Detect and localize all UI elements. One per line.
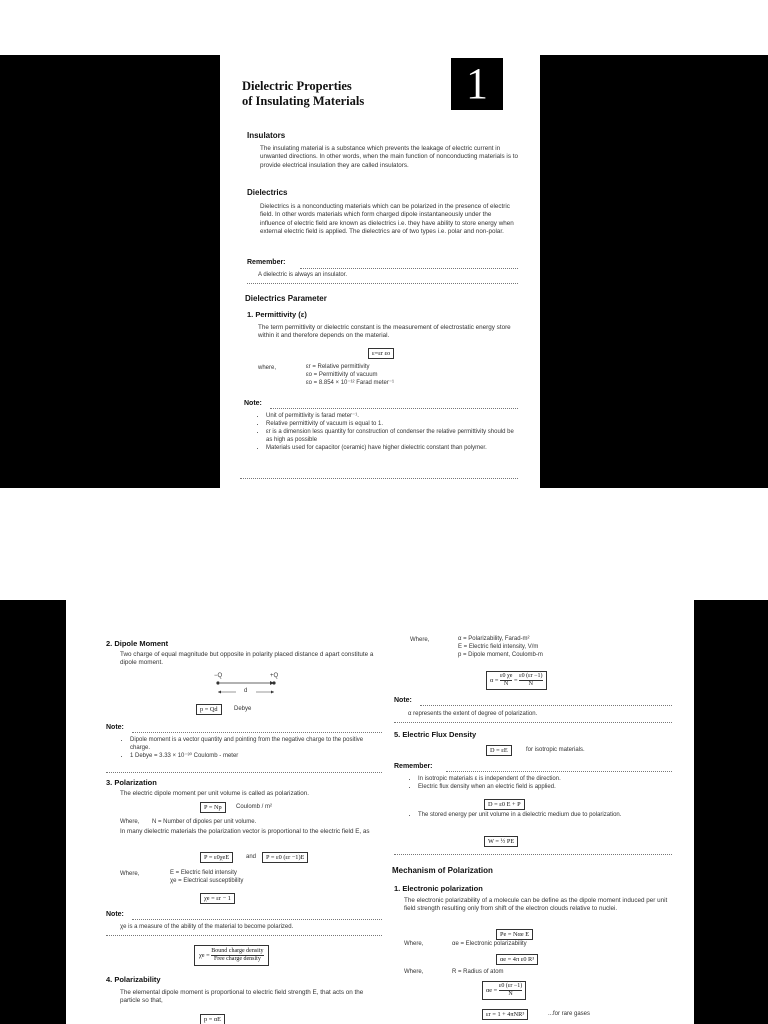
remember-text: A dielectric is always an insulator. [258, 272, 348, 278]
note1-item: • 1 Debye = 3.33 × 10⁻³⁰ Coulomb - meter [130, 752, 380, 760]
note-item: • εr is a dimension less quantity for construction of condenser the relative permittivity should be as high as possible [266, 428, 518, 444]
electronic-text: The electronic polarizability of a molecule can be define as the dipole moment induced per unit field strength resulting only from shift of the electron clouds relative to nuclei. [404, 897, 668, 913]
where-line-vacuum-permittivity: εo = Permittivity of vacuum [306, 372, 378, 378]
bottom-right-black-band [694, 600, 768, 1024]
note-label: Note: [244, 400, 262, 407]
alpha-equals: = [513, 676, 518, 684]
where2-definitions [170, 869, 243, 885]
alpha-fraction-1 [500, 673, 512, 688]
page-2 [66, 600, 694, 1024]
proportional-text: In many dielectric materials the polarization vector is proportional to the electric field E, as [120, 828, 370, 835]
alpha-denominator-2: N [528, 681, 533, 687]
dielectrics-heading: Dielectrics [247, 188, 288, 197]
note3-divider-bottom [394, 722, 672, 723]
polarization-text: The electric dipole moment per unit volume is called as polarization. [120, 790, 309, 797]
where5-label: Where, [404, 969, 424, 975]
alpha-numerator-2: ε0 (εr −1) [519, 673, 543, 679]
where1-label: Where, [120, 819, 140, 825]
energy-item: • The stored energy per unit volume in a dielectric medium due to polarization. [418, 811, 670, 819]
remember-item: • Electric flux density when an electric field is applied. [418, 783, 670, 791]
where4-label: Where, [404, 941, 424, 947]
where2-line-field: E = Electric field intensity [170, 870, 237, 876]
permittivity-formula-box: ε=εr εo [368, 348, 394, 359]
where3-definitions [458, 635, 543, 659]
where1-text: N = Number of dipoles per unit volume. [152, 819, 257, 825]
remember-divider-bottom [394, 854, 672, 855]
note1-divider [132, 732, 382, 733]
chi-formula-box: χe = εr − 1 [200, 893, 235, 904]
note2-label: Note: [106, 911, 124, 918]
er-formula-box: εr = 1 + 4πNR³ [482, 1009, 528, 1020]
alpha-e2-fraction [499, 983, 522, 998]
remember-divider [300, 268, 518, 269]
rare-gases-text: ...for rare gases [548, 1011, 591, 1017]
page-1 [220, 55, 540, 488]
where2-line-susceptibility: χe = Electrical susceptibility [170, 878, 244, 884]
where-line-vacuum-value: εo = 8.854 × 10⁻¹² Farad meter⁻¹ [306, 380, 395, 386]
parameter-heading: Dielectrics Parameter [245, 294, 327, 303]
dipole-diagram [206, 672, 286, 698]
mechanism-heading: Mechanism of Polarization [392, 866, 493, 875]
chapter-title-line-1: Dielectric Properties [242, 79, 352, 93]
remember-item: • In isotropic materials ε is independent of the direction. [418, 775, 670, 783]
note1-label: Note: [106, 724, 124, 731]
where3-line-polarizability: α = Polarizability, Farad-m² [458, 636, 530, 642]
chi-ratio-box [194, 945, 269, 966]
polarization-heading: 3. Polarization [106, 778, 157, 787]
chi-ratio-fraction [211, 948, 263, 963]
permittivity-text: The term permittivity or dielectric constant is the measurement of electrostatic energy store within it and therefore depends on the material. [258, 324, 511, 340]
flux-formula-box: D = εE [486, 745, 512, 756]
flux-text: for isotropic materials. [526, 747, 585, 753]
alpha-e2-denominator: N [508, 991, 513, 997]
where2-label: Where, [120, 871, 140, 877]
alpha-e2-numerator: ε0 (εr −1) [498, 983, 523, 989]
dipole-heading: 2. Dipole Moment [106, 639, 169, 648]
pe-formula1-box: P = ε0χeE [200, 852, 233, 863]
where-label: where, [258, 365, 277, 371]
note-divider [270, 408, 518, 409]
remember-list [406, 775, 670, 791]
polarizability-text: The elemental dipole moment is proportional to electric field strength E, that acts on the particle so that, [120, 989, 364, 1005]
note2-divider [132, 919, 382, 920]
where-line-relative-permittivity: εr = Relative permittivity [306, 364, 370, 370]
where3-line-dipole: p = Dipole moment, Coulomb-m [458, 652, 543, 658]
remember-divider [446, 771, 672, 772]
w-formula-box: W = ½ PE [484, 836, 518, 847]
chi-ratio-denominator: Free charge density [213, 956, 261, 962]
chapter-number: 1 [451, 58, 503, 110]
note-item: • Relative permittivity of vacuum is equal to 1. [266, 420, 518, 428]
chi-ratio-numerator: Bound charge density [211, 948, 264, 954]
pe-formula2-box: P = ε0 (εr −1)E [262, 852, 308, 863]
note2-divider-bottom [106, 935, 382, 936]
chapter-title-line-2: of Insulating Materials [242, 94, 365, 108]
dipole-text: Two charge of equal magnitude but opposite in polarity placed distance d apart constitute a dipole moment. [120, 651, 374, 667]
note3-divider [420, 705, 672, 706]
energy-list [406, 811, 670, 819]
note-item: • Materials used for capacitor (ceramic) have higher dielectric constant than polymer. [266, 444, 518, 452]
insulators-text: The insulating material is a substance which prevents the leakage of electric current in unwanted directions. In other words, when the main function of nonconducting materials is to provide electrical insulation they are called insulators. [260, 145, 518, 169]
where3-label: Where, [410, 637, 430, 643]
alpha-numerator-1: ε0 χe [500, 673, 513, 679]
remember-label: Remember: [247, 259, 286, 266]
where3-line-field: E = Electric field intensity, V/m [458, 644, 539, 650]
alpha-fraction-2 [519, 673, 542, 688]
where4-text: αe = Electronic polarizability [452, 941, 527, 947]
note-list [254, 412, 518, 452]
dipole-plus-label: +Q [270, 673, 279, 679]
note-divider-bottom [240, 478, 518, 479]
remember-divider-bottom [247, 283, 518, 284]
dipole-unit: Debye [234, 706, 252, 712]
note1-divider-bottom [106, 772, 382, 773]
note-item: • Unit of permittivity is farad meter⁻¹. [266, 412, 518, 420]
note2-text: χe is a measure of the ability of the material to become polarized. [120, 924, 294, 930]
pe-na-formula-box: Pe = Nαe E [496, 929, 533, 940]
alpha-formula-box [486, 671, 547, 690]
electronic-heading: 1. Electronic polarization [394, 884, 483, 893]
where5-text: R = Radius of atom [452, 969, 504, 975]
chapter-title [242, 79, 364, 109]
note3-label: Note: [394, 697, 412, 704]
alpha-e-formula-box: αe = 4π ε0 R³ [496, 954, 538, 965]
note1-item: • Dipole moment is a vector quantity and pointing from the negative charge to the positive charge. [130, 736, 380, 752]
dielectrics-text: Dielectrics is a nonconducting materials which can be polarized in the presence of electric field. In other words materials which form charged dipole instantaneously under the influence of electric field are known as dielectrics i.e. they have ability to store energy when external electric field is applied. The dielectrics are of two types i.e. polar and non-polar. [260, 203, 514, 236]
where-definitions [306, 363, 394, 387]
bottom-left-black-band [0, 600, 66, 1024]
dipole-distance-label: d [244, 688, 248, 694]
d-formula-box: D = ε0 E + P [484, 799, 525, 810]
polarization-unit: Coulomb / m² [236, 804, 273, 810]
dipole-minus-label: −Q [214, 673, 223, 679]
polarization-formula-box: P = Np [200, 802, 226, 813]
p-alpha-formula-box: p = αE [200, 1014, 225, 1024]
alpha-e2-formula-box [482, 981, 526, 1000]
note3-text: α represents the extent of degree of polarization. [408, 711, 538, 717]
alpha-e2-lhs: αe = [486, 986, 498, 994]
flux-heading: 5. Electric Flux Density [394, 730, 477, 739]
chi-ratio-lhs: χe = [199, 951, 210, 959]
pe-and: and [246, 854, 257, 860]
dipole-formula-box: p = Qd [196, 704, 222, 715]
remember-label: Remember: [394, 763, 433, 770]
note1-list [118, 736, 380, 760]
alpha-denominator-1: N [504, 681, 509, 687]
polarizability-heading: 4. Polarizability [106, 975, 161, 984]
permittivity-heading: 1. Permittivity (ε) [247, 310, 307, 319]
top-right-black-band [540, 55, 768, 488]
top-left-black-band [0, 55, 220, 488]
insulators-heading: Insulators [247, 131, 286, 140]
alpha-lhs: α = [490, 676, 499, 684]
